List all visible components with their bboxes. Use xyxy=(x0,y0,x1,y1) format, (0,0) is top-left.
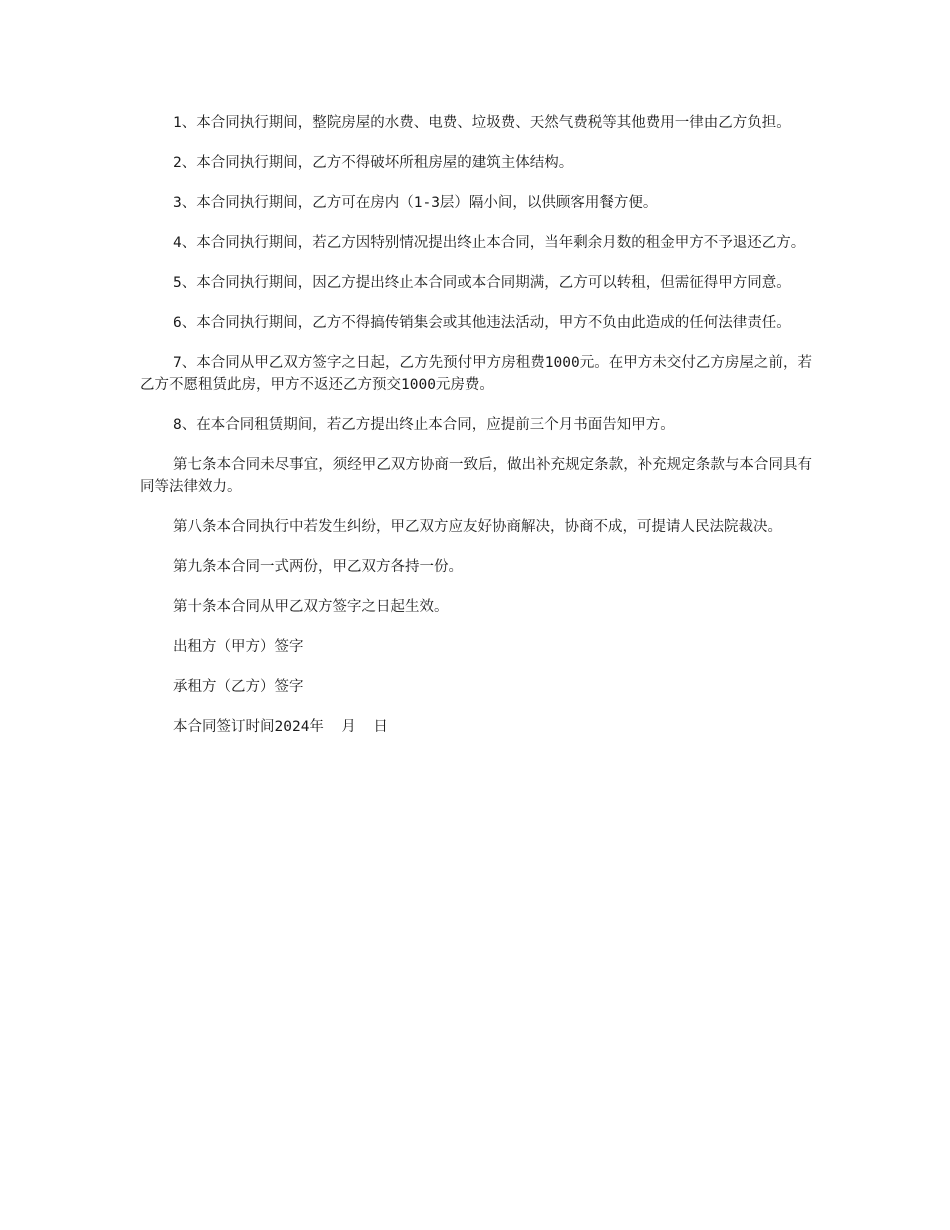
document-body xyxy=(140,112,812,756)
clause-8: 8、在本合同租赁期间，若乙方提出终止本合同，应提前三个月书面告知甲方。 xyxy=(173,417,675,433)
article-9: 第九条本合同一式两份，甲乙双方各持一份。 xyxy=(173,559,463,575)
clause-7: 7、本合同从甲乙双方签字之日起，乙方先预付甲方房租费1000元。在甲方未交付乙方房屋之前，若乙方不愿租赁此房，甲方不返还乙方预交1000元房费。 xyxy=(140,355,812,393)
article-7: 第七条本合同未尽事宜，须经甲乙双方协商一致后，做出补充规定条款，补充规定条款与本合同具有同等法律效力。 xyxy=(140,457,812,495)
lessor-signature: 出租方（甲方）签字 xyxy=(173,639,304,655)
clause-3: 3、本合同执行期间，乙方可在房内（1-3层）隔小间，以供顾客用餐方便。 xyxy=(173,195,658,211)
signing-date: 本合同签订时间2024年 月 日 xyxy=(173,719,388,735)
article-10: 第十条本合同从甲乙双方签字之日起生效。 xyxy=(173,599,449,615)
article-8: 第八条本合同执行中若发生纠纷，甲乙双方应友好协商解决，协商不成，可提请人民法院裁决。 xyxy=(173,519,782,535)
clause-6: 6、本合同执行期间，乙方不得搞传销集会或其他违法活动，甲方不负由此造成的任何法律责任。 xyxy=(173,315,791,331)
lessee-signature: 承租方（乙方）签字 xyxy=(173,679,304,695)
clause-1: 1、本合同执行期间，整院房屋的水费、电费、垃圾费、天然气费税等其他费用一律由乙方负担。 xyxy=(173,115,791,131)
clause-5: 5、本合同执行期间，因乙方提出终止本合同或本合同期满，乙方可以转租，但需征得甲方同意。 xyxy=(173,275,791,291)
clause-4: 4、本合同执行期间，若乙方因特别情况提出终止本合同，当年剩余月数的租金甲方不予退还乙方。 xyxy=(173,235,806,251)
clause-2: 2、本合同执行期间，乙方不得破坏所租房屋的建筑主体结构。 xyxy=(173,155,574,171)
